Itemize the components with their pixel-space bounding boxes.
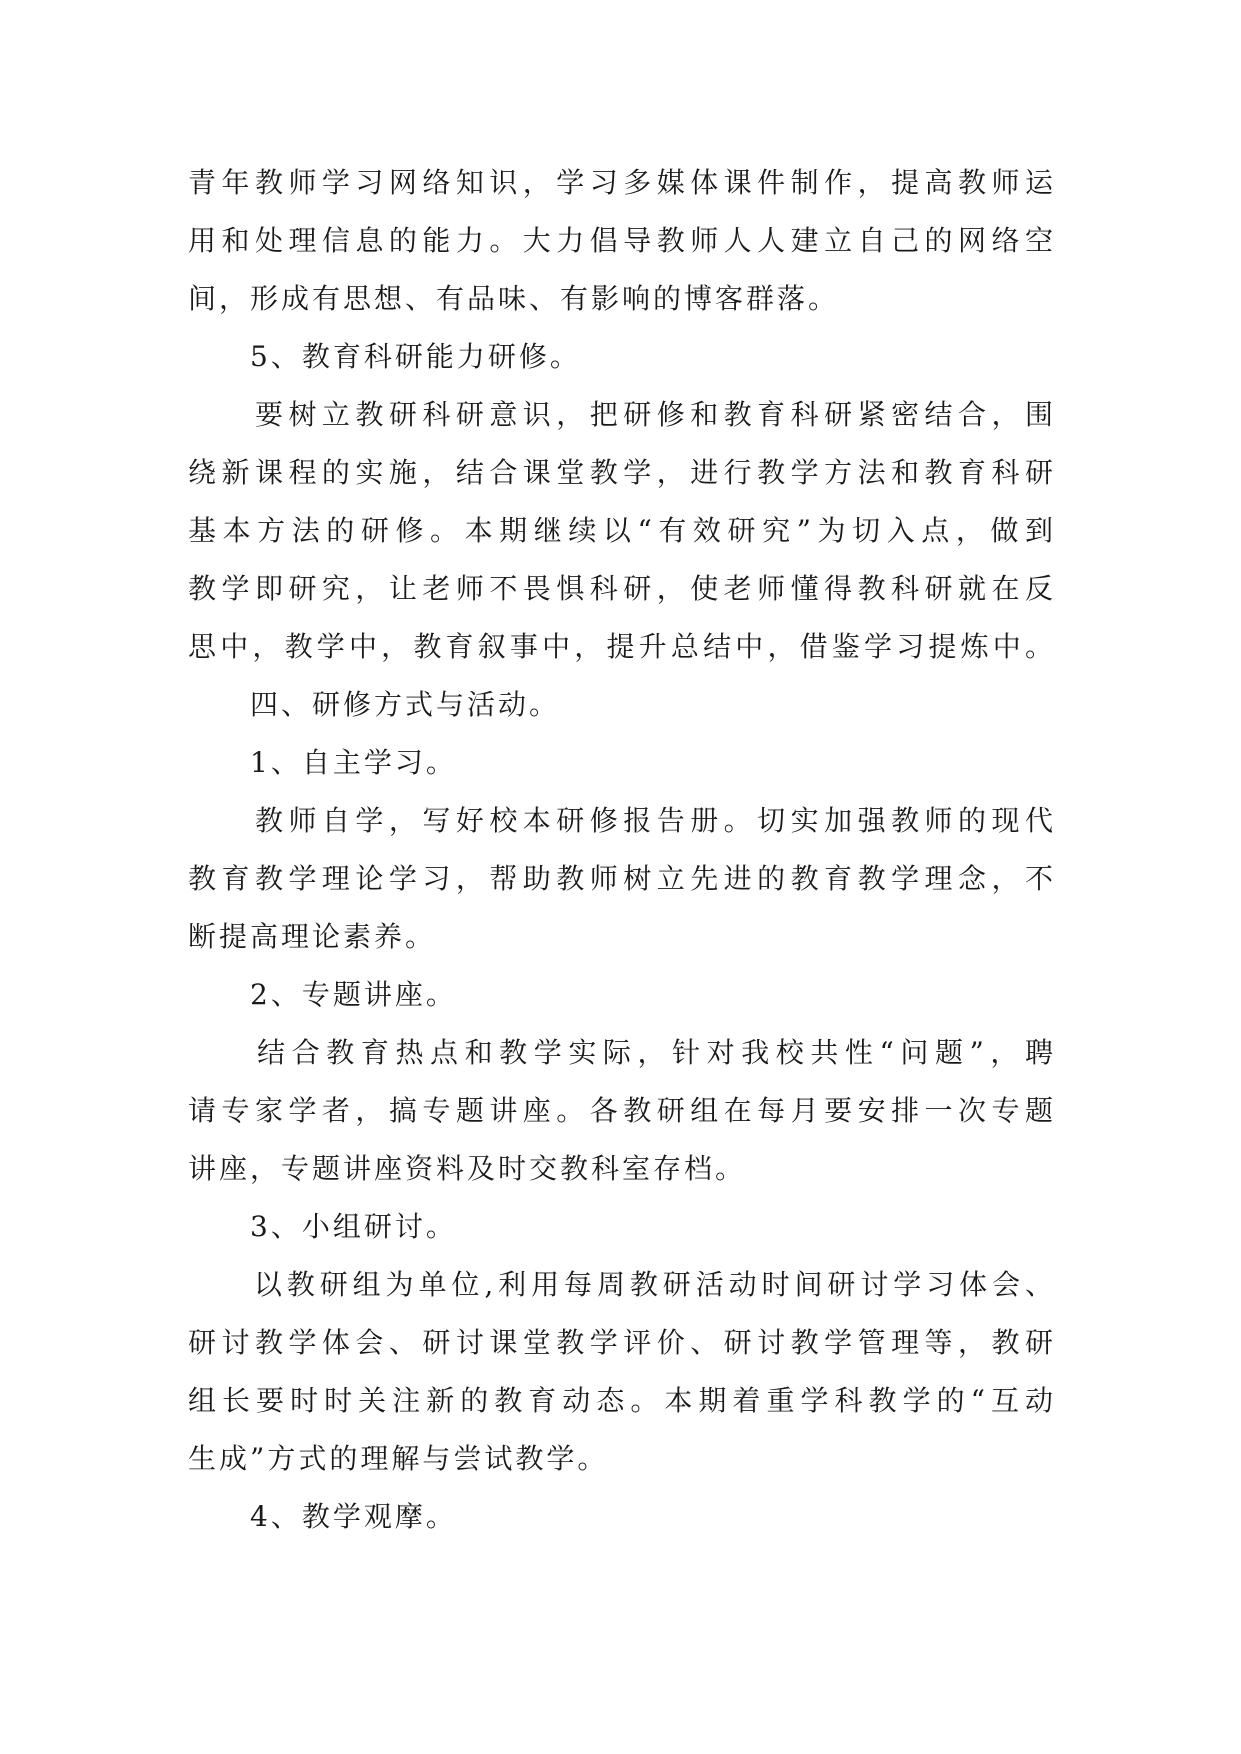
text-line: 研讨教学体会、研讨课堂教学评价、研讨教学管理等，教研	[188, 1326, 1056, 1359]
text-line: 以教研组为单位,利用每周教研活动时间研讨学习体会、	[188, 1268, 1056, 1301]
section-heading: 2、专题讲座。	[188, 978, 457, 1011]
text-line: 请专家学者，搞专题讲座。各教研组在每月要安排一次专题	[188, 1094, 1056, 1127]
text-line: 基本方法的研修。本期继续以“有效研究”为切入点，做到	[188, 514, 1056, 547]
text-line: 思中，教学中，教育叙事中，提升总结中，借鉴学习提炼中。	[188, 630, 1056, 663]
section-heading: 3、小组研讨。	[188, 1210, 457, 1243]
text-line: 青年教师学习网络知识，学习多媒体课件制作，提高教师运	[188, 166, 1056, 199]
text-line: 讲座，专题讲座资料及时交教科室存档。	[188, 1152, 747, 1185]
document-body	[188, 154, 1056, 1546]
section-heading: 4、教学观摩。	[188, 1500, 457, 1533]
text-line: 教育教学理论学习，帮助教师树立先进的教育教学理念，不	[188, 862, 1056, 895]
text-line: 结合教育热点和教学实际，针对我校共性“问题”，聘	[188, 1036, 1056, 1069]
text-line: 间，形成有思想、有品味、有影响的博客群落。	[188, 282, 840, 315]
section-heading: 1、自主学习。	[188, 746, 457, 779]
text-line: 绕新课程的实施，结合课堂教学，进行教学方法和教育科研	[188, 456, 1056, 489]
text-line: 教学即研究，让老师不畏惧科研，使老师懂得教科研就在反	[188, 572, 1056, 605]
text-line: 教师自学，写好校本研修报告册。切实加强教师的现代	[188, 804, 1056, 837]
text-line: 用和处理信息的能力。大力倡导教师人人建立自己的网络空	[188, 224, 1056, 257]
section-heading: 5、教育科研能力研修。	[188, 340, 581, 373]
text-line: 组长要时时关注新的教育动态。本期着重学科教学的“互动	[188, 1384, 1056, 1417]
section-heading: 四、研修方式与活动。	[188, 688, 561, 721]
text-line: 要树立教研科研意识，把研修和教育科研紧密结合，围	[188, 398, 1056, 431]
text-line: 断提高理论素养。	[188, 920, 437, 953]
text-line: 生成”方式的理解与尝试教学。	[188, 1442, 609, 1475]
